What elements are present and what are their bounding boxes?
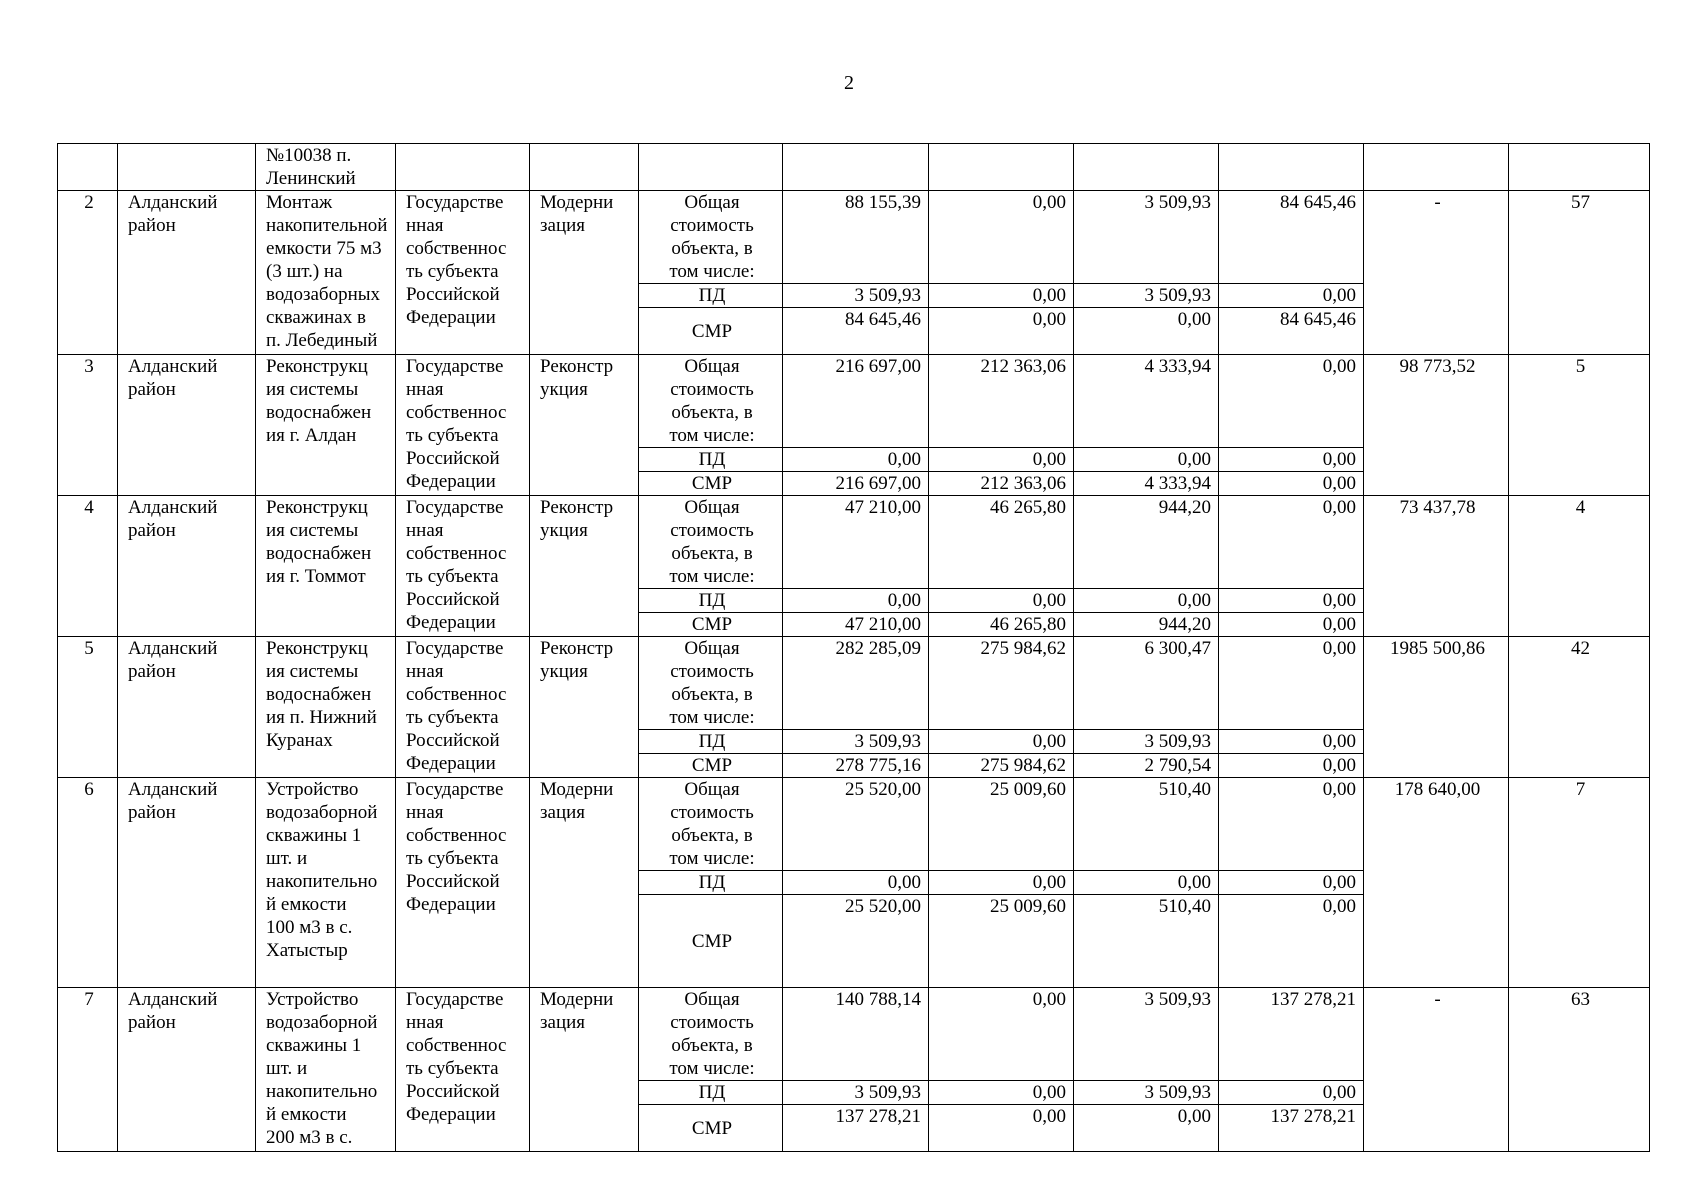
value-cell: 3 509,93	[1074, 284, 1219, 308]
district-cell	[118, 191, 256, 355]
value-cell: 4 333,94	[1074, 472, 1219, 496]
object-line: й емкости	[266, 894, 347, 915]
district-line: район	[128, 661, 176, 682]
ownership-line: нная	[406, 215, 444, 236]
cost-type-cell: ПД	[639, 871, 783, 895]
work-type-line: Реконстр	[540, 497, 614, 518]
table-row	[58, 496, 1650, 589]
value-cell: 84 645,46	[1219, 191, 1364, 284]
value-cell: 0,00	[1219, 871, 1364, 895]
district-cell	[118, 355, 256, 496]
ownership-line: Государстве	[406, 989, 504, 1010]
ownership-line: Государстве	[406, 356, 504, 377]
district-cell	[118, 496, 256, 637]
col11-cell: 63	[1509, 988, 1650, 1152]
ownership-line: нная	[406, 520, 444, 541]
cost-type-cell: ПД	[639, 730, 783, 754]
district-line: Алданский	[128, 192, 218, 213]
work-type-line: зация	[540, 215, 586, 236]
value-cell: 0,00	[783, 589, 929, 613]
work-type-cell	[530, 144, 639, 191]
cost-type-cell	[639, 988, 783, 1081]
ownership-line: нная	[406, 379, 444, 400]
cost-type-cell: СМР	[639, 308, 783, 355]
work-type-cell	[530, 637, 639, 778]
ownership-cell	[396, 355, 530, 496]
cost-type-line: Общая	[684, 638, 740, 659]
page-number: 2	[844, 72, 854, 94]
work-type-line: Модерни	[540, 779, 614, 800]
value-cell: 25 520,00	[783, 895, 929, 988]
value-cell: 0,00	[1219, 284, 1364, 308]
cost-type-line: объекта, в	[671, 238, 753, 259]
object-line: водозаборных	[266, 284, 380, 305]
value-cell: 0,00	[929, 1105, 1074, 1152]
cost-type-cell: СМР	[639, 895, 783, 988]
cost-type-line: Общая	[684, 779, 740, 800]
cost-type-cell	[639, 496, 783, 589]
object-line: п. Лебединый	[266, 330, 378, 351]
num-cell: 2	[58, 191, 118, 355]
object-cell	[256, 637, 396, 778]
ownership-line: Государстве	[406, 192, 504, 213]
value-cell: 47 210,00	[783, 496, 929, 589]
object-line: скважинах в	[266, 307, 366, 328]
ownership-line: Российской	[406, 1081, 500, 1102]
object-cell	[256, 191, 396, 355]
object-line: ия г. Томмот	[266, 566, 366, 587]
object-line: ия системы	[266, 379, 359, 400]
value-cell	[1219, 144, 1364, 191]
table-row	[58, 778, 1650, 871]
object-line: 100 м3 в с.	[266, 917, 353, 938]
num-cell: 4	[58, 496, 118, 637]
object-cell	[256, 496, 396, 637]
ownership-line: Федерации	[406, 753, 496, 774]
col11-cell: 4	[1509, 496, 1650, 637]
object-line: водоснабжен	[266, 402, 372, 423]
ownership-line: нная	[406, 1012, 444, 1033]
ownership-line: Российской	[406, 871, 500, 892]
ownership-line: нная	[406, 661, 444, 682]
ownership-line: ть субъекта	[406, 566, 499, 587]
cost-type-line: том числе:	[669, 707, 755, 728]
num-cell	[58, 144, 118, 191]
object-cell	[256, 778, 396, 988]
value-cell: 0,00	[929, 988, 1074, 1081]
value-cell: 46 265,80	[929, 496, 1074, 589]
col10-cell	[1364, 144, 1509, 191]
cost-type-line: стоимость	[670, 520, 754, 541]
value-cell	[783, 144, 929, 191]
value-cell: 25 009,60	[929, 778, 1074, 871]
value-cell: 0,00	[929, 871, 1074, 895]
work-type-line: Реконстр	[540, 356, 614, 377]
district-line: район	[128, 1012, 176, 1033]
value-cell: 3 509,93	[1074, 988, 1219, 1081]
cost-type-line: том числе:	[669, 566, 755, 587]
cost-type-line: том числе:	[669, 425, 755, 446]
value-cell: 944,20	[1074, 613, 1219, 637]
value-cell: 0,00	[1219, 754, 1364, 778]
table-row	[58, 637, 1650, 730]
ownership-line: собственнос	[406, 684, 507, 705]
work-type-line: укция	[540, 379, 588, 400]
cost-type-cell	[639, 144, 783, 191]
district-cell	[118, 637, 256, 778]
value-cell: 216 697,00	[783, 355, 929, 448]
object-line: скважины 1	[266, 1035, 362, 1056]
value-cell: 137 278,21	[1219, 988, 1364, 1081]
value-cell: 216 697,00	[783, 472, 929, 496]
value-cell: 0,00	[929, 191, 1074, 284]
investment-objects-table	[57, 143, 1650, 1152]
value-cell: 0,00	[1219, 1081, 1364, 1105]
object-line: водоснабжен	[266, 543, 372, 564]
value-cell: 0,00	[1219, 778, 1364, 871]
work-type-line: зация	[540, 1012, 586, 1033]
cost-type-line: том числе:	[669, 261, 755, 282]
district-line: Алданский	[128, 638, 218, 659]
value-cell: 0,00	[929, 308, 1074, 355]
cost-type-line: том числе:	[669, 848, 755, 869]
value-cell: 0,00	[929, 284, 1074, 308]
value-cell: 137 278,21	[1219, 1105, 1364, 1152]
col10-cell: 73 437,78	[1364, 496, 1509, 637]
work-type-line: зация	[540, 802, 586, 823]
ownership-line: Российской	[406, 284, 500, 305]
num-cell: 3	[58, 355, 118, 496]
ownership-line: Государстве	[406, 779, 504, 800]
cost-type-line: объекта, в	[671, 543, 753, 564]
value-cell: 282 285,09	[783, 637, 929, 730]
cost-type-line: Общая	[684, 356, 740, 377]
value-cell: 0,00	[1074, 308, 1219, 355]
cost-type-line: том числе:	[669, 1058, 755, 1079]
value-cell: 3 509,93	[783, 1081, 929, 1105]
value-cell: 0,00	[1219, 355, 1364, 448]
district-line: район	[128, 520, 176, 541]
ownership-line: ть субъекта	[406, 707, 499, 728]
value-cell: 0,00	[1219, 895, 1364, 988]
value-cell: 0,00	[1074, 1105, 1219, 1152]
ownership-line: ть субъекта	[406, 261, 499, 282]
district-line: Алданский	[128, 356, 218, 377]
object-line: ия г. Алдан	[266, 425, 357, 446]
ownership-cell	[396, 988, 530, 1152]
value-cell: 25 520,00	[783, 778, 929, 871]
cost-type-cell: ПД	[639, 284, 783, 308]
work-type-line: укция	[540, 661, 588, 682]
cost-type-cell: СМР	[639, 754, 783, 778]
value-cell: 2 790,54	[1074, 754, 1219, 778]
value-cell: 0,00	[1219, 637, 1364, 730]
value-cell: 510,40	[1074, 895, 1219, 988]
object-line: водоснабжен	[266, 684, 372, 705]
value-cell: 212 363,06	[929, 355, 1074, 448]
object-line: накопительной	[266, 215, 388, 236]
value-cell: 0,00	[1219, 472, 1364, 496]
object-line: (3 шт.) на	[266, 261, 343, 282]
object-cell	[256, 988, 396, 1152]
cost-type-line: Общая	[684, 497, 740, 518]
object-line: накопительно	[266, 871, 378, 892]
table-row	[58, 355, 1650, 448]
work-type-cell	[530, 191, 639, 355]
value-cell: 140 788,14	[783, 988, 929, 1081]
value-cell: 0,00	[929, 589, 1074, 613]
value-cell: 88 155,39	[783, 191, 929, 284]
work-type-cell	[530, 988, 639, 1152]
ownership-line: собственнос	[406, 825, 507, 846]
value-cell	[929, 144, 1074, 191]
cost-type-line: Общая	[684, 989, 740, 1010]
object-line: Реконструкц	[266, 497, 368, 518]
value-cell: 0,00	[1219, 589, 1364, 613]
cost-type-line: стоимость	[670, 215, 754, 236]
cost-type-cell: ПД	[639, 448, 783, 472]
ownership-cell	[396, 191, 530, 355]
ownership-line: собственнос	[406, 238, 507, 259]
ownership-cell	[396, 637, 530, 778]
col11-cell: 5	[1509, 355, 1650, 496]
cost-type-cell: СМР	[639, 472, 783, 496]
col11-cell	[1509, 144, 1650, 191]
value-cell: 47 210,00	[783, 613, 929, 637]
cost-type-line: объекта, в	[671, 825, 753, 846]
object-line: Ленинский	[266, 168, 356, 189]
col10-cell: 178 640,00	[1364, 778, 1509, 988]
object-line: Хатыстыр	[266, 940, 348, 961]
cost-type-cell: ПД	[639, 1081, 783, 1105]
work-type-line: Модерни	[540, 989, 614, 1010]
district-cell	[118, 778, 256, 988]
col10-cell: 1985 500,86	[1364, 637, 1509, 778]
cost-type-line: объекта, в	[671, 1035, 753, 1056]
value-cell: 3 509,93	[1074, 191, 1219, 284]
value-cell: 275 984,62	[929, 637, 1074, 730]
object-line: шт. и	[266, 848, 308, 869]
object-line: Куранах	[266, 730, 333, 751]
object-line: й емкости	[266, 1104, 347, 1125]
work-type-cell	[530, 778, 639, 988]
cost-type-line: стоимость	[670, 1012, 754, 1033]
work-type-cell	[530, 355, 639, 496]
ownership-line: Российской	[406, 448, 500, 469]
ownership-line: нная	[406, 802, 444, 823]
object-line: водозаборной	[266, 1012, 378, 1033]
ownership-cell	[396, 496, 530, 637]
work-type-cell	[530, 496, 639, 637]
ownership-line: Федерации	[406, 612, 496, 633]
object-cell	[256, 144, 396, 191]
cost-type-cell	[639, 191, 783, 284]
value-cell: 0,00	[1219, 448, 1364, 472]
col10-cell: -	[1364, 988, 1509, 1152]
cost-type-line: стоимость	[670, 379, 754, 400]
ownership-line: Российской	[406, 589, 500, 610]
object-line: Реконструкц	[266, 638, 368, 659]
object-cell	[256, 355, 396, 496]
value-cell: 278 775,16	[783, 754, 929, 778]
district-line: район	[128, 379, 176, 400]
district-line: Алданский	[128, 497, 218, 518]
table-row	[58, 988, 1650, 1081]
value-cell	[1074, 144, 1219, 191]
cost-type-line: стоимость	[670, 802, 754, 823]
value-cell: 0,00	[1219, 613, 1364, 637]
ownership-line: собственнос	[406, 402, 507, 423]
object-line: №10038 п.	[266, 145, 352, 166]
value-cell: 212 363,06	[929, 472, 1074, 496]
object-line: 200 м3 в с.	[266, 1127, 353, 1148]
object-line: Реконструкц	[266, 356, 368, 377]
cost-type-line: объекта, в	[671, 684, 753, 705]
value-cell: 3 509,93	[1074, 1081, 1219, 1105]
value-cell: 3 509,93	[783, 730, 929, 754]
value-cell: 275 984,62	[929, 754, 1074, 778]
district-cell	[118, 144, 256, 191]
num-cell: 7	[58, 988, 118, 1152]
value-cell: 944,20	[1074, 496, 1219, 589]
ownership-line: Федерации	[406, 1104, 496, 1125]
ownership-line: собственнос	[406, 1035, 507, 1056]
cost-type-cell	[639, 778, 783, 871]
district-line: Алданский	[128, 779, 218, 800]
object-line: Устройство	[266, 779, 359, 800]
cost-type-cell	[639, 637, 783, 730]
ownership-line: Российской	[406, 730, 500, 751]
ownership-line: Федерации	[406, 471, 496, 492]
value-cell: 84 645,46	[783, 308, 929, 355]
object-line: ия п. Нижний	[266, 707, 377, 728]
object-line: водозаборной	[266, 802, 378, 823]
col10-cell: -	[1364, 191, 1509, 355]
value-cell: 0,00	[1074, 448, 1219, 472]
col11-cell: 57	[1509, 191, 1650, 355]
value-cell: 0,00	[1219, 730, 1364, 754]
value-cell: 0,00	[783, 448, 929, 472]
ownership-cell	[396, 144, 530, 191]
cost-type-line: объекта, в	[671, 402, 753, 423]
object-line: ия системы	[266, 520, 359, 541]
ownership-line: Государстве	[406, 497, 504, 518]
district-line: район	[128, 802, 176, 823]
district-cell	[118, 988, 256, 1152]
ownership-line: собственнос	[406, 543, 507, 564]
value-cell: 3 509,93	[783, 284, 929, 308]
value-cell: 0,00	[929, 730, 1074, 754]
num-cell: 6	[58, 778, 118, 988]
value-cell: 0,00	[1219, 496, 1364, 589]
num-cell: 5	[58, 637, 118, 778]
object-line: накопительно	[266, 1081, 378, 1102]
col10-cell: 98 773,52	[1364, 355, 1509, 496]
value-cell: 4 333,94	[1074, 355, 1219, 448]
object-line: Монтаж	[266, 192, 333, 213]
object-line: емкости 75 м3	[266, 238, 382, 259]
cost-type-cell: СМР	[639, 613, 783, 637]
ownership-line: Государстве	[406, 638, 504, 659]
cost-type-cell	[639, 355, 783, 448]
district-line: район	[128, 215, 176, 236]
cost-type-cell: СМР	[639, 1105, 783, 1152]
object-line: Устройство	[266, 989, 359, 1010]
value-cell: 46 265,80	[929, 613, 1074, 637]
continuation-row	[58, 144, 1650, 191]
cost-type-line: стоимость	[670, 661, 754, 682]
ownership-line: ть субъекта	[406, 848, 499, 869]
value-cell: 0,00	[783, 871, 929, 895]
col11-cell: 42	[1509, 637, 1650, 778]
value-cell: 0,00	[1074, 589, 1219, 613]
value-cell: 0,00	[929, 1081, 1074, 1105]
work-type-line: Модерни	[540, 192, 614, 213]
value-cell: 6 300,47	[1074, 637, 1219, 730]
district-line: Алданский	[128, 989, 218, 1010]
value-cell: 0,00	[929, 448, 1074, 472]
value-cell: 84 645,46	[1219, 308, 1364, 355]
value-cell: 0,00	[1074, 871, 1219, 895]
value-cell: 137 278,21	[783, 1105, 929, 1152]
work-type-line: Реконстр	[540, 638, 614, 659]
value-cell: 3 509,93	[1074, 730, 1219, 754]
cost-type-line: Общая	[684, 192, 740, 213]
value-cell: 510,40	[1074, 778, 1219, 871]
ownership-cell	[396, 778, 530, 988]
object-line: шт. и	[266, 1058, 308, 1079]
object-line: скважины 1	[266, 825, 362, 846]
ownership-line: Федерации	[406, 307, 496, 328]
work-type-line: укция	[540, 520, 588, 541]
col11-cell: 7	[1509, 778, 1650, 988]
value-cell: 25 009,60	[929, 895, 1074, 988]
ownership-line: ть субъекта	[406, 1058, 499, 1079]
ownership-line: Федерации	[406, 894, 496, 915]
table-row	[58, 191, 1650, 284]
cost-type-cell: ПД	[639, 589, 783, 613]
ownership-line: ть субъекта	[406, 425, 499, 446]
object-line: ия системы	[266, 661, 359, 682]
